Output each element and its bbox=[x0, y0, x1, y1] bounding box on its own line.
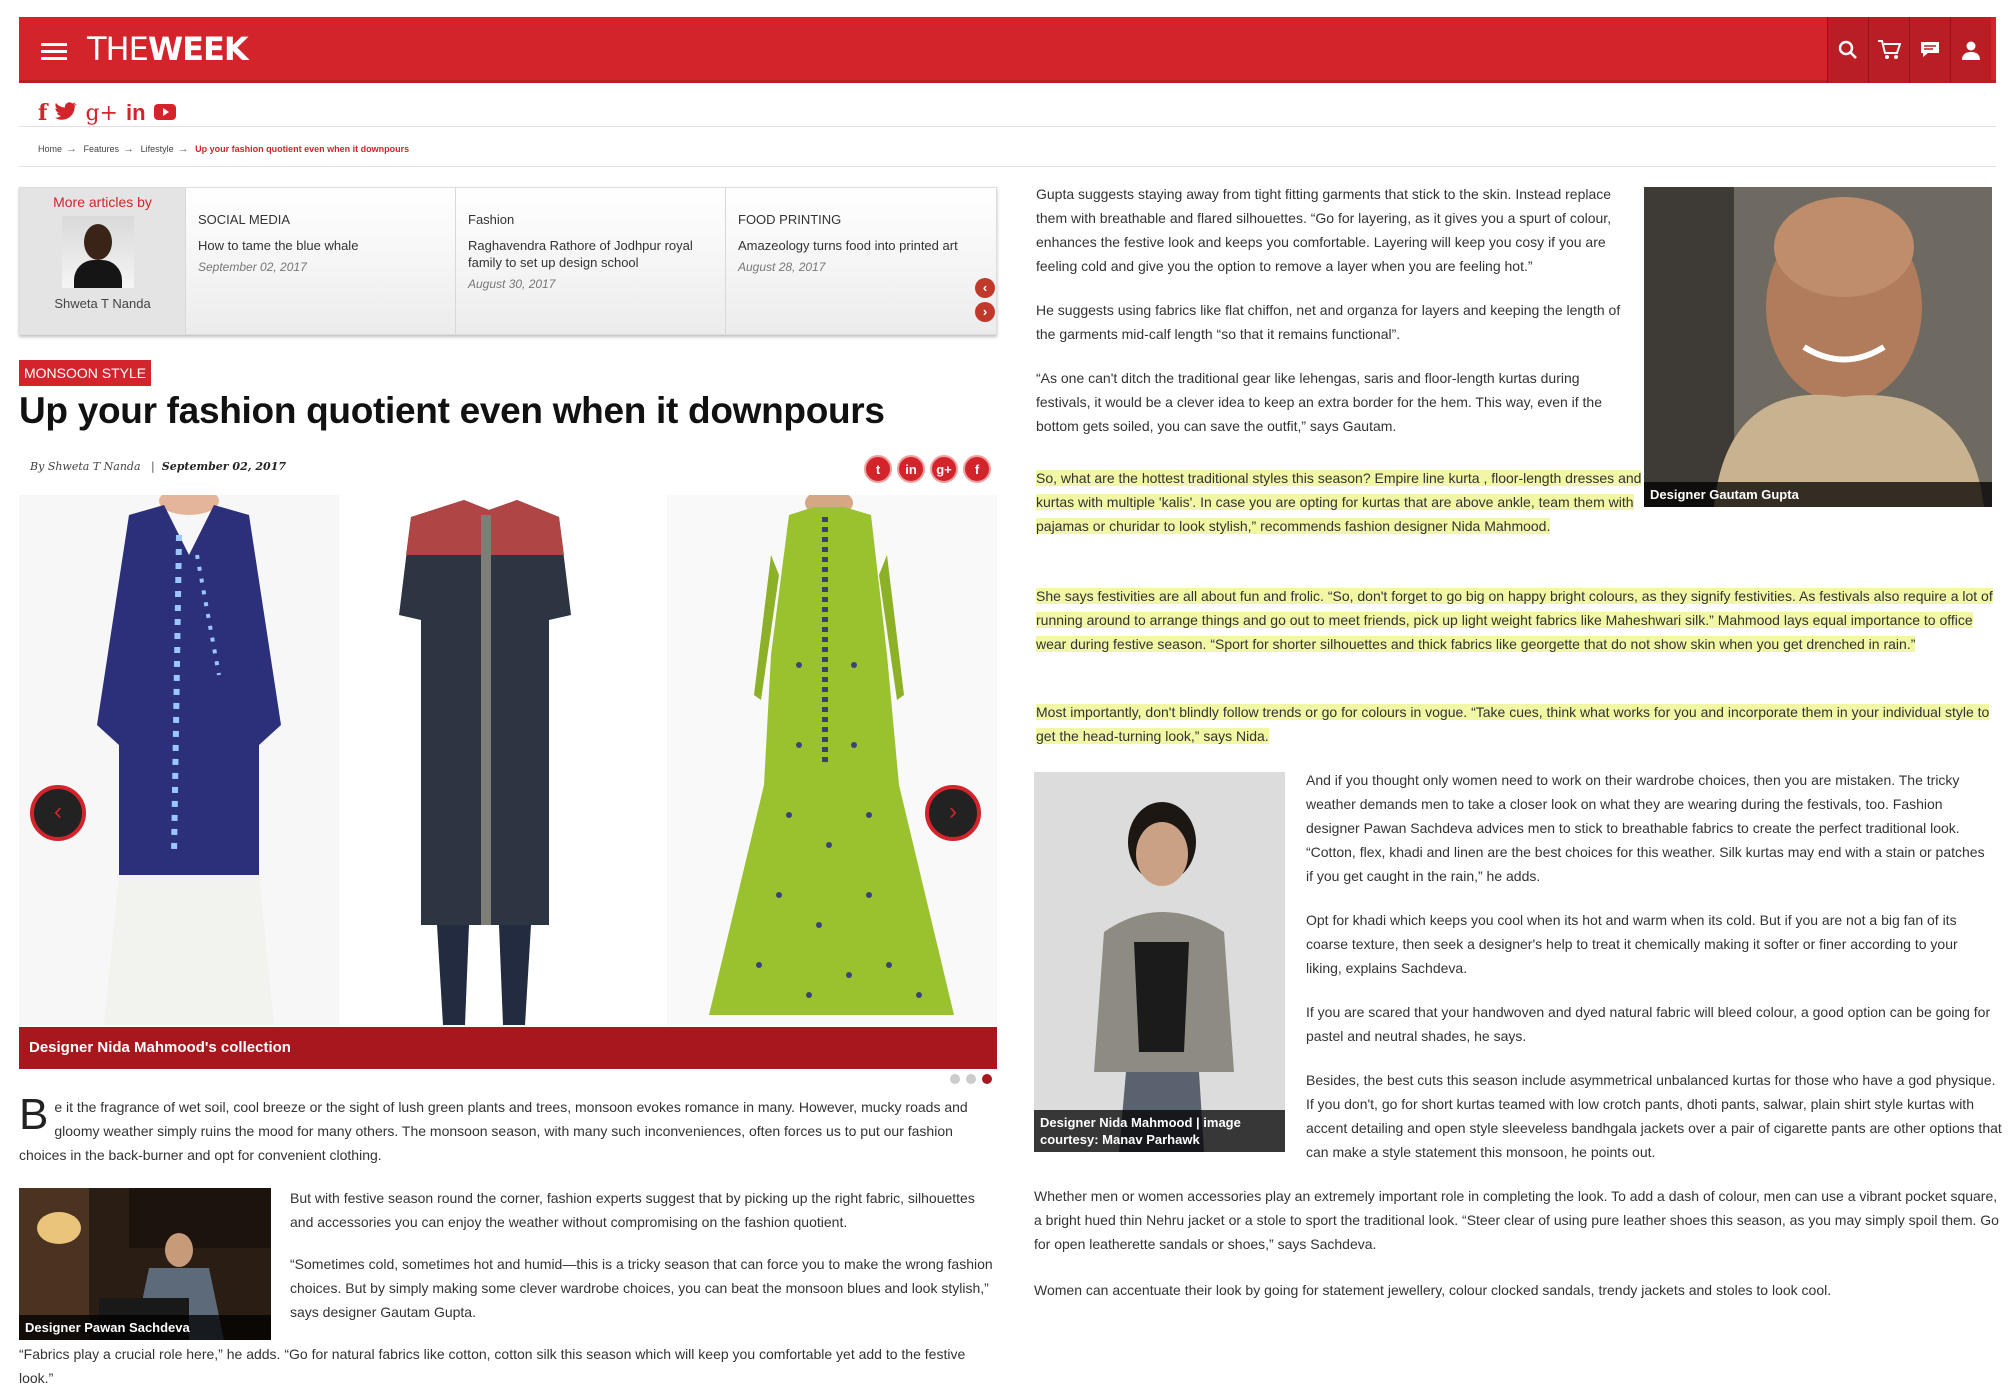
slider-next-button[interactable]: › bbox=[925, 785, 981, 841]
article-paragraph: Gupta suggests staying away from tight fitting garments that stick to the skin. Instead replace them with breathable and flared silhouettes. “Go for layering, as it gives you a spurt of colour, enhances the festive look and keeps you comfortable. Layering will keep you cosy if you are feeling cold and give you the option to remove a layer when you are feeling hot.” bbox=[1036, 186, 1612, 274]
article-paragraph: Besides, the best cuts this season include asymmetrical unbalanced kurtas for those who have a god physique. If you don't, go for short kurtas teamed with low crotch pants, dhoti pants, salwar, plain shirt style kurtas with accent detailing and open style sleeveless bandhgala jackets over a pair of cigarette pants are other options that can make a style statement this monsoon, he points out. bbox=[1306, 1072, 2002, 1160]
breadcrumb-home[interactable]: Home bbox=[38, 144, 63, 154]
slider-dot[interactable] bbox=[950, 1074, 960, 1084]
designer-photo-pawan bbox=[19, 1188, 271, 1340]
author-card[interactable] bbox=[20, 188, 185, 334]
slider-dot-active[interactable] bbox=[982, 1074, 992, 1084]
slider-dots bbox=[950, 1074, 992, 1084]
slider-image bbox=[19, 495, 997, 1025]
linkedin-icon[interactable]: in bbox=[897, 455, 925, 483]
cart-icon[interactable] bbox=[1869, 17, 1909, 83]
article-paragraph bbox=[19, 1090, 997, 1167]
facebook-icon[interactable]: f bbox=[38, 100, 48, 126]
photo-caption: Designer Pawan Sachdeva bbox=[19, 1315, 271, 1340]
article-paragraph: Whether men or women accessories play an extremely important role in completing the look. To add a dash of colour, men can use a vibrant pocket square, a bright hued thin Nehru jacket or a stole to sport the traditional look. “Steer clear of using pure leather shoes this season, as you may simply spoil them. Go for open leatherette sandals or shoes,” says Sachdeva. bbox=[1034, 1188, 1999, 1252]
article-paragraph: But with festive season round the corner, fashion experts suggest that by picking up the right fabric, silhouettes and accessories you can enjoy the weather without compromising on the fashion quotient. bbox=[290, 1190, 975, 1230]
article-category: Fashion bbox=[468, 212, 515, 227]
logo-main: WEEK bbox=[147, 30, 248, 68]
breadcrumb: Home → Features → Lifestyle → Up your fashion quotient even when it downpours bbox=[38, 143, 410, 155]
article-headline: Raghavendra Rathore of Jodhpur royal family to set up design school bbox=[468, 238, 693, 270]
highlighted-text: So, what are the hottest traditional styles this season? Empire line kurta , floor-length dresses and kurtas with multiple 'kalis'. In case you are opting for kurtas that are above ankle, team them with pajamas or churidar to look stylish,” recommends fashion designer Nida Mahmood. bbox=[1036, 470, 1642, 534]
image-slider[interactable] bbox=[19, 495, 997, 1025]
drop-cap: B bbox=[19, 1090, 49, 1139]
more-articles-strip bbox=[19, 187, 997, 335]
breadcrumb-lifestyle[interactable]: Lifestyle bbox=[140, 144, 174, 154]
article-paragraph: Women can accentuate their look by going for statement jewellery, colour clocked sandals, trendy jackets and stoles to look cool. bbox=[1034, 1282, 1832, 1298]
photo-image bbox=[1644, 187, 1992, 507]
byline-date: September 02, 2017 bbox=[161, 460, 286, 473]
highlighted-text: She says festivities are all about fun and frolic. “So, don't forget to go big on happy bright colours, as they signify festivities. As festivals also require a lot of running around to arrange things and go out to meet friends, pick up light weight fabrics like Maheshwari silk.” Mahmood lays equal importance to office wear during festive season. “Sport for shorter silhouettes and thick fabrics like georgette that do not show skin when you get drenched in rain.” bbox=[1036, 588, 1993, 652]
byline-prefix: By bbox=[30, 460, 45, 473]
photo-caption: Designer Gautam Gupta bbox=[1644, 482, 1992, 507]
slider-caption: Designer Nida Mahmood's collection bbox=[19, 1027, 997, 1069]
google-plus-icon[interactable]: g+ bbox=[85, 100, 118, 126]
article-paragraph: “As one can't ditch the traditional gear like lehengas, saris and floor-length kurtas during festivals, it would be a clever idea to keep an extra border for the hem. This way, even if the bottom gets soiled, you can save the outfit,” says Gautam. bbox=[1036, 370, 1603, 434]
article-headline: Amazeology turns food into printed art bbox=[738, 238, 958, 253]
article-paragraph: “Fabrics play a crucial role here,” he adds. “Go for natural fabrics like cotton, cotton silk this season which will keep you comfortable yet add to the festive look.” bbox=[19, 1346, 966, 1386]
paragraph-text: e it the fragrance of wet soil, cool breeze or the sight of lush green plants and trees, monsoon evokes romance in many. However, mucky roads and gloomy weather simply ruins the mood for many others. The monsoon season, with many such inconveniences, often forces us to put our fashion choices in the back-burner and opt for convenient clothing. bbox=[19, 1099, 968, 1163]
byline-author[interactable]: Shweta T Nanda bbox=[47, 460, 141, 473]
youtube-icon[interactable] bbox=[154, 100, 176, 126]
category-tag[interactable]: MONSOON STYLE bbox=[19, 360, 151, 386]
slider-prev-button[interactable]: ‹ bbox=[30, 785, 86, 841]
more-article-item[interactable] bbox=[185, 188, 455, 334]
article-date: August 28, 2017 bbox=[738, 260, 826, 274]
photo-image bbox=[1034, 772, 1285, 1152]
article-headline: How to tame the blue whale bbox=[198, 238, 359, 253]
more-articles-label: More articles by bbox=[53, 194, 152, 210]
slider-dot[interactable] bbox=[966, 1074, 976, 1084]
linkedin-icon[interactable]: in bbox=[126, 100, 146, 125]
designer-photo-nida bbox=[1034, 772, 1285, 1152]
highlighted-paragraph bbox=[1036, 584, 2006, 656]
twitter-icon[interactable] bbox=[55, 100, 77, 126]
article-date: September 02, 2017 bbox=[198, 260, 307, 274]
breadcrumb-features[interactable]: Features bbox=[83, 144, 120, 154]
highlighted-paragraph bbox=[1036, 466, 1642, 538]
author-avatar bbox=[62, 216, 134, 288]
user-icon[interactable] bbox=[1951, 17, 1991, 83]
breadcrumb-current: Up your fashion quotient even when it downpours bbox=[195, 144, 410, 154]
article-paragraph: And if you thought only women need to work on their wardrobe choices, then you are mistaken. The tricky weather demands men to take a closer look on what they are wearing during the festivals, too. Fashion designer Pawan Sachdeva advices men to stick to breathable fabrics to create the perfect traditional look. “Cotton, flex, khadi and linen are the best choices for this weather. Silk kurtas may end with a stain or patches if you get caught in the rain,” he adds. bbox=[1306, 772, 1985, 884]
article-date: August 30, 2017 bbox=[468, 277, 556, 291]
google-plus-icon[interactable]: g+ bbox=[930, 455, 958, 483]
article-paragraph: Opt for khadi which keeps you cool when its hot and warm when its cold. But if you are not a big fan of its coarse texture, then seek a designer's help to treat it chemically making it softer or finer according to your liking, explains Sachdeva. bbox=[1306, 912, 1958, 976]
byline: By Shweta T Nanda | September 02, 2017 bbox=[30, 460, 286, 473]
divider bbox=[19, 126, 1996, 127]
facebook-icon[interactable]: f bbox=[963, 455, 991, 483]
more-article-item[interactable] bbox=[455, 188, 725, 334]
divider bbox=[19, 166, 1996, 167]
next-articles-button[interactable]: › bbox=[975, 302, 995, 322]
article-paragraph: “Sometimes cold, sometimes hot and humid—this is a tricky season that can force you to make the wrong fashion choices. But by simply making some clever wardrobe choices, you can beat the monsoon blues and look stylish,” says designer Gautam Gupta. bbox=[290, 1256, 993, 1320]
prev-articles-button[interactable]: ‹ bbox=[975, 278, 995, 298]
highlighted-paragraph bbox=[1036, 700, 2006, 748]
photo-caption: Designer Nida Mahmood | image courtesy: Manav Parhawk bbox=[1034, 1110, 1285, 1152]
logo-prefix: THE bbox=[87, 30, 148, 68]
more-article-item[interactable] bbox=[725, 188, 995, 334]
site-header bbox=[19, 17, 1996, 83]
article-paragraph: If you are scared that your handwoven and dyed natural fabric will bleed colour, a good option can be going for pastel and neutral shades, he says. bbox=[1306, 1004, 1991, 1044]
author-name: Shweta T Nanda bbox=[54, 296, 151, 311]
search-icon[interactable] bbox=[1828, 17, 1868, 83]
article-category: SOCIAL MEDIA bbox=[198, 212, 290, 227]
twitter-icon[interactable]: t bbox=[864, 455, 892, 483]
menu-icon[interactable] bbox=[41, 43, 67, 61]
article-category: FOOD PRINTING bbox=[738, 212, 842, 227]
social-links bbox=[38, 100, 176, 126]
article-title: Up your fashion quotient even when it downpours bbox=[19, 390, 885, 431]
site-logo[interactable] bbox=[87, 30, 248, 68]
chat-icon[interactable] bbox=[1910, 17, 1950, 83]
highlighted-text: Most importantly, don't blindly follow trends or go for colours in vogue. “Take cues, think what works for you and incorporate them in your individual style to get the head-turning look,” says Nida. bbox=[1036, 704, 1990, 744]
designer-photo-gautam bbox=[1644, 187, 1992, 507]
article-paragraph: He suggests using fabrics like flat chiffon, net and organza for layers and keeping the length of the garments mid-calf length “so that it remains functional”. bbox=[1036, 302, 1621, 342]
